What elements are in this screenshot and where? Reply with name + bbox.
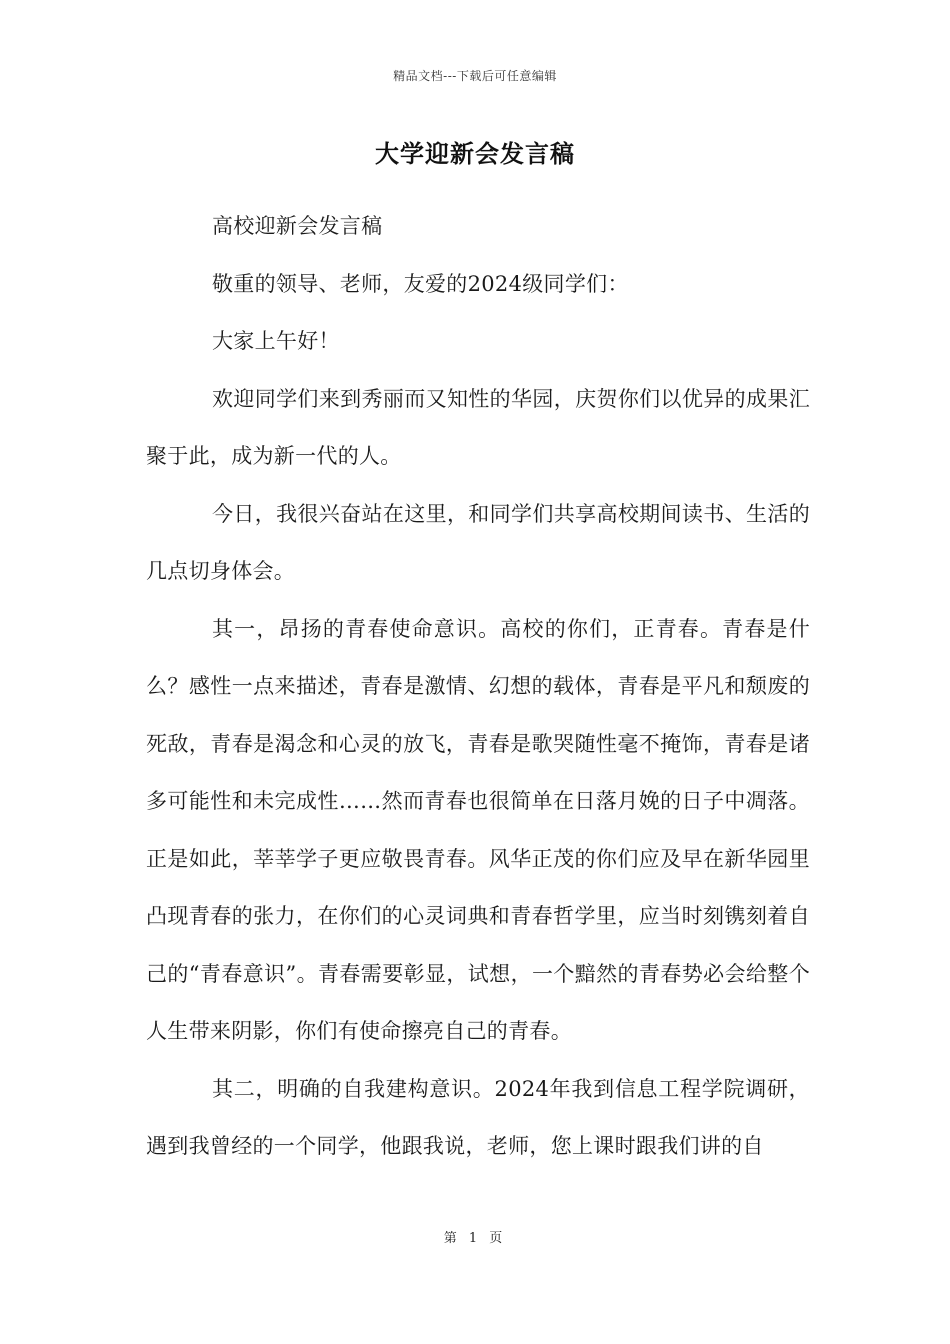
paragraph-point-two: 其二，明确的自我建构意识。2024年我到信息工程学院调研，遇到我曾经的一个同学，他跟我说，老师，您上课时跟我们讲的自 [146, 1076, 810, 1158]
paragraph-salutation: 敬重的领导、老师，友爱的2024级同学们： [212, 271, 629, 296]
paragraph-greeting: 大家上午好！ [212, 329, 340, 353]
document-title: 大学迎新会发言稿 [375, 139, 575, 168]
paragraph-subtitle: 高校迎新会发言稿 [212, 214, 383, 238]
paragraph-welcome: 欢迎同学们来到秀丽而又知性的华园，庆贺你们以优异的成果汇聚于此，成为新一代的人。 [146, 386, 810, 468]
page-header: 精品文档---下载后可任意编辑 [393, 69, 557, 83]
page-number: 第 1 页 [443, 1231, 507, 1246]
paragraph-intro: 今日，我很兴奋站在这里，和同学们共享高校期间读书、生活的几点切身体会。 [146, 501, 810, 583]
paragraph-point-one: 其一，昂扬的青春使命意识。高校的你们，正青春。青春是什么？感性一点来描述，青春是激情、幻想的载体，青春是平凡和颓废的死敌，青春是渴念和心灵的放飞，青春是歌哭随性毫不掩饰，青春是诸多可能性和未完成性……然而青春也很简单在日落月娩的日子中凋落。正是如此，莘莘学子更应敬畏青春。风华正茂的你们应及早在新华园里凸现青春的张力，在你们的心灵词典和青春哲学里，应当时刻镌刻着自己的“青春意识”。青春需要彰显，试想，一个黯然的青春势必会给整个人生带来阴影，你们有使命擦亮自己的青春。 [146, 616, 810, 1043]
document-body [146, 198, 810, 1176]
